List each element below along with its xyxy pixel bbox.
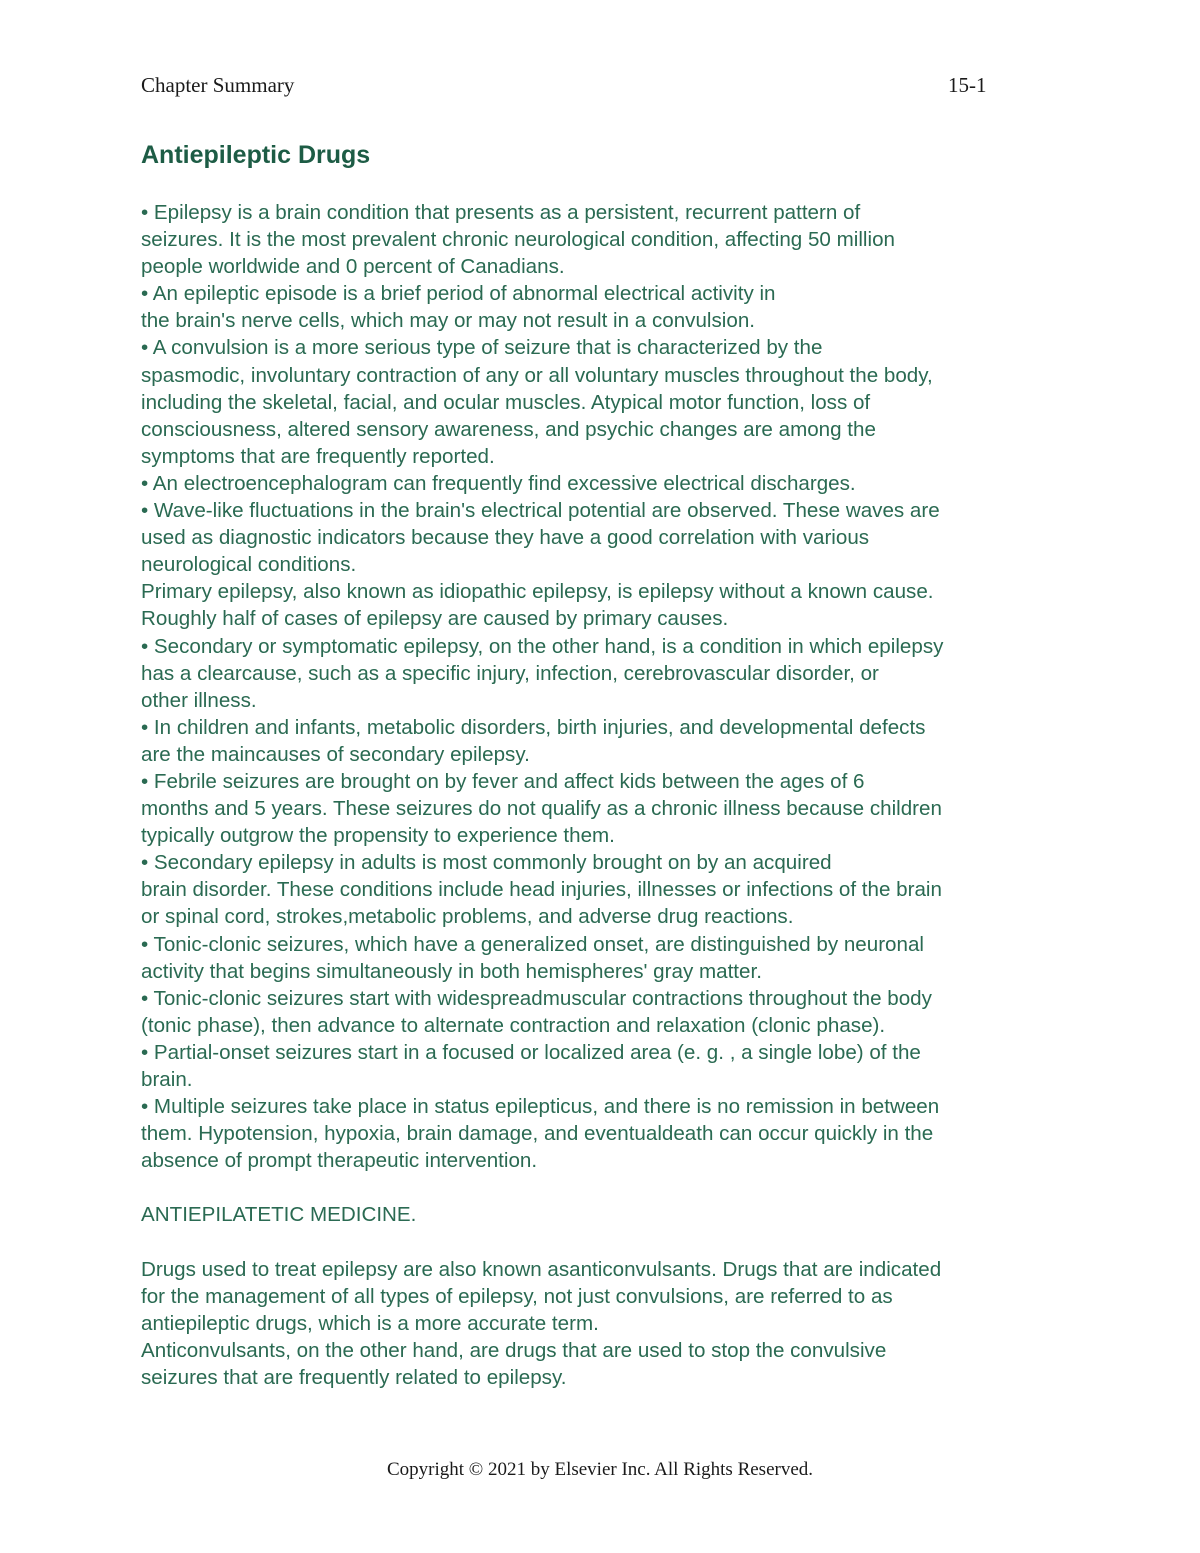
body-line: consciousness, altered sensory awareness, and psychic changes are among the (141, 417, 876, 441)
body-line: typically outgrow the propensity to experience them. (141, 824, 615, 848)
body-line: symptoms that are frequently reported. (141, 444, 495, 468)
body-line: Primary epilepsy, also known as idiopathic epilepsy, is epilepsy without a known cause. (141, 580, 934, 604)
blank-line (141, 1229, 1076, 1256)
body-line: brain. (141, 1068, 193, 1091)
body-line: • Febrile seizures are brought on by fever and affect kids between the ages of 6 (141, 769, 865, 793)
document-title: Antiepileptic Drugs (141, 141, 371, 169)
body-line: • A convulsion is a more serious type of seizure that is characterized by the (141, 336, 823, 360)
blank-line (141, 1174, 1076, 1201)
body-line: neurological conditions. (141, 553, 357, 577)
running-header-chapter: Chapter Summary (141, 73, 295, 97)
body-line: absence of prompt therapeutic intervention. (141, 1149, 538, 1173)
body-line: including the skeletal, facial, and ocular muscles. Atypical motor function, loss of (141, 390, 871, 414)
body-line: are the maincauses of secondary epilepsy. (141, 742, 530, 766)
body-line: brain disorder. These conditions include head injuries, illnesses or infections of the brain (141, 878, 942, 902)
copyright-footer: Copyright © 2021 by Elsevier Inc. All Rights Reserved. (386, 1459, 814, 1480)
body-line: ANTIEPILATETIC MEDICINE. (141, 1203, 417, 1227)
body-line: • Tonic-clonic seizures, which have a generalized onset, are distinguished by neuronal (141, 932, 924, 956)
body-line: • Tonic-clonic seizures start with widespreadmuscular contractions throughout the body (141, 986, 932, 1010)
body-line: • An electroencephalogram can frequently find excessive electrical discharges. (141, 471, 856, 495)
body-line: Roughly half of cases of epilepsy are caused by primary causes. (141, 607, 729, 631)
body-text (141, 199, 1076, 1391)
body-line: • Partial-onset seizures start in a focused or localized area (e. g. , a single lobe) of the (141, 1040, 921, 1064)
body-line: for the management of all types of epilepsy, not just convulsions, are referred to as (141, 1284, 893, 1308)
body-line: seizures that are frequently related to epilepsy. (141, 1366, 567, 1390)
body-line: has a clearcause, such as a specific injury, infection, cerebrovascular disorder, or (141, 661, 879, 685)
body-line: • Wave-like fluctuations in the brain's electrical potential are observed. These waves are (141, 499, 940, 523)
body-line: seizures. It is the most prevalent chronic neurological condition, affecting 50 million (141, 228, 895, 252)
body-line: spasmodic, involuntary contraction of any or all voluntary muscles throughout the body, (141, 363, 933, 387)
page-number: 15-1 (948, 73, 987, 97)
body-line: or spinal cord, strokes,metabolic problems, and adverse drug reactions. (141, 905, 794, 929)
body-line: • In children and infants, metabolic disorders, birth injuries, and developmental defects (141, 715, 926, 739)
body-line: • Epilepsy is a brain condition that presents as a persistent, recurrent pattern of (141, 201, 861, 224)
body-line: Drugs used to treat epilepsy are also known asanticonvulsants. Drugs that are indicated (141, 1257, 942, 1281)
body-line: months and 5 years. These seizures do not qualify as a chronic illness because children (141, 797, 942, 821)
body-line: • Secondary epilepsy in adults is most commonly brought on by an acquired (141, 851, 832, 875)
body-line: them. Hypotension, hypoxia, brain damage, and eventualdeath can occur quickly in the (141, 1122, 934, 1146)
body-line: Anticonvulsants, on the other hand, are drugs that are used to stop the convulsive (141, 1338, 887, 1362)
body-line: people worldwide and 0 percent of Canadians. (141, 255, 565, 279)
body-line: (tonic phase), then advance to alternate contraction and relaxation (clonic phase). (141, 1013, 886, 1037)
body-line: • An epileptic episode is a brief period of abnormal electrical activity in (141, 282, 776, 306)
body-line: used as diagnostic indicators because they have a good correlation with various (141, 526, 870, 550)
body-line: other illness. (141, 688, 257, 712)
body-line: antiepileptic drugs, which is a more accurate term. (141, 1311, 599, 1335)
body-line: the brain's nerve cells, which may or may not result in a convulsion. (141, 309, 756, 333)
body-line: • Multiple seizures take place in status epilepticus, and there is no remission in between (141, 1095, 940, 1119)
body-line: activity that begins simultaneously in both hemispheres' gray matter. (141, 959, 762, 983)
body-line: • Secondary or symptomatic epilepsy, on the other hand, is a condition in which epilepsy (141, 634, 944, 658)
